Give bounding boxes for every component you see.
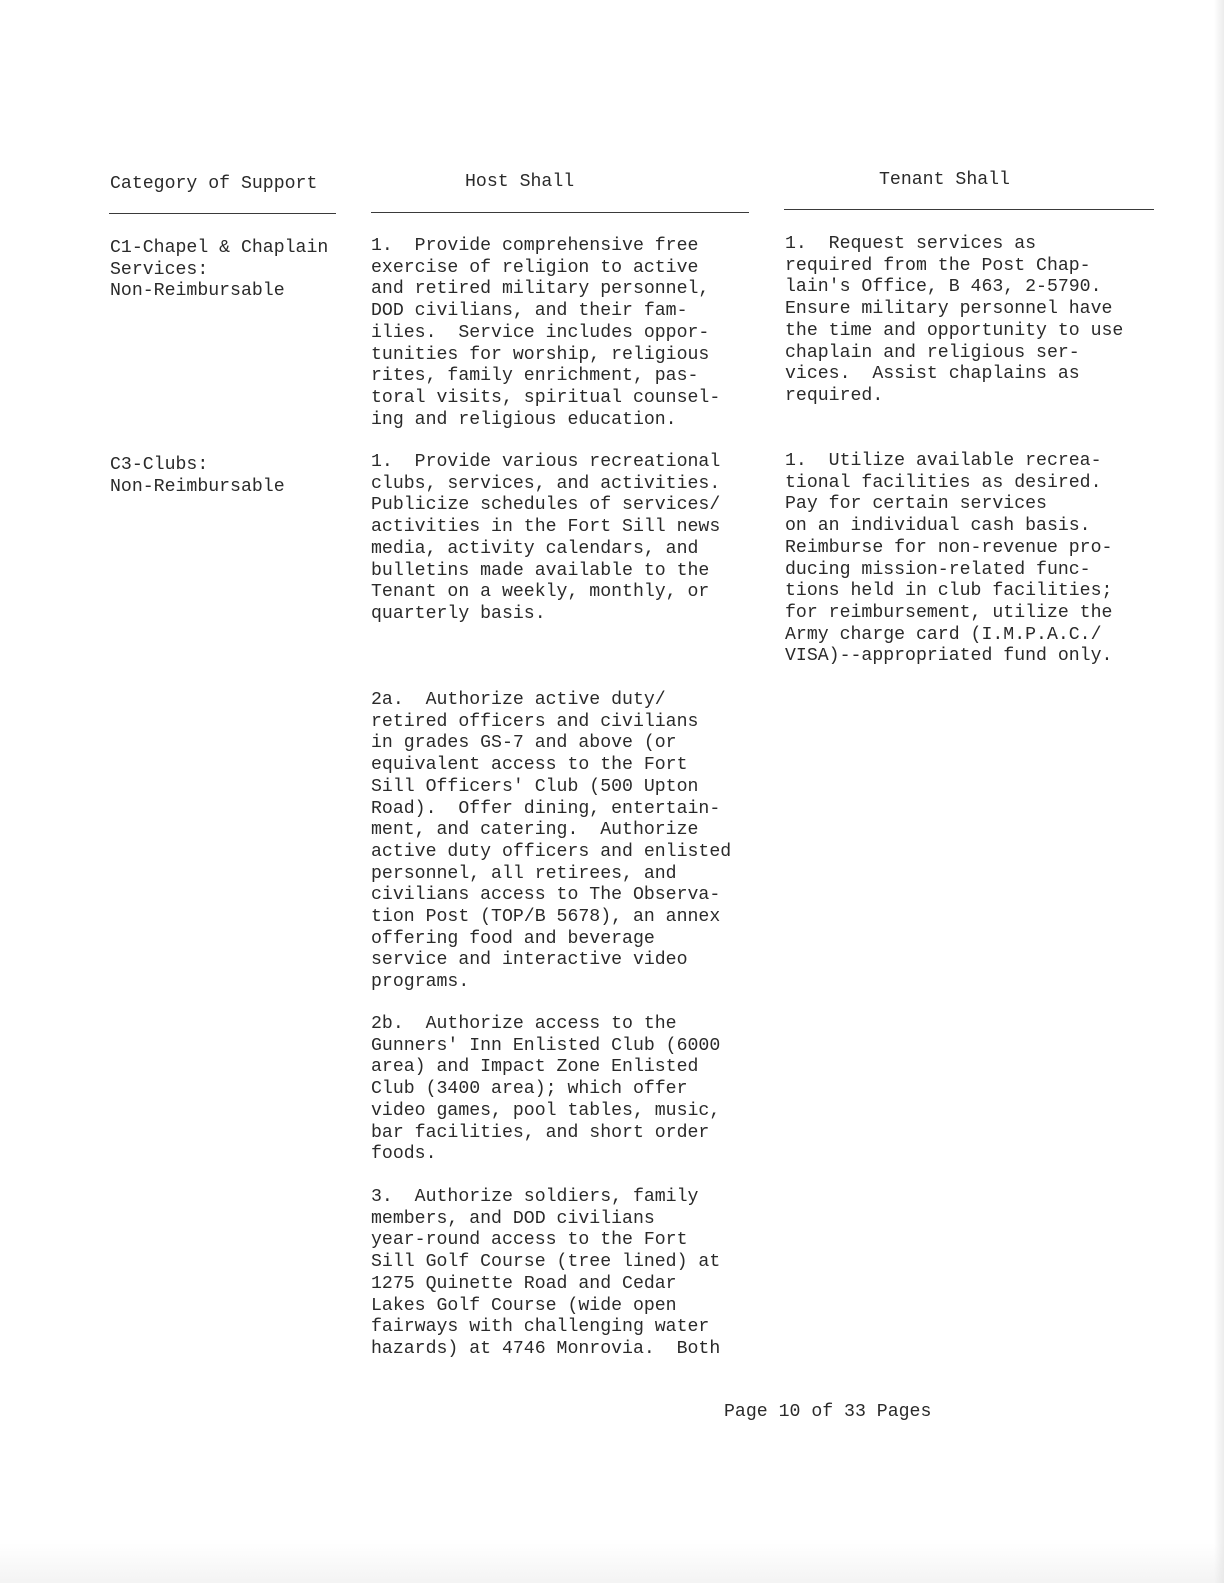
host-clubs-item-3: 3. Authorize soldiers, family members, and DOD civilians year-round access to the Fort Sill Golf Course (tree lined) at 1275 Quinette Road and Cedar Lakes Golf Course (wide open fairways with challenging water hazards) at 4746 Monrovia. Both	[371, 1187, 721, 1359]
category-chapel-chaplain: C1-Chapel & Chaplain Services: Non-Reimbursable	[110, 238, 329, 302]
page-number-footer: Page 10 of 33 Pages	[724, 1402, 932, 1422]
header-rule-host	[371, 212, 749, 213]
host-clubs-item-1: 1. Provide various recreational clubs, services, and activities. Publicize schedules of services/ activities in the Fort Sill news media, activity calendars, and bulletins made available to the Tenant on a weekly, monthly, or quarterly basis.	[371, 452, 721, 624]
header-rule-tenant	[784, 209, 1154, 210]
header-host-shall: Host Shall	[465, 172, 575, 192]
tenant-clubs-item-1: 1. Utilize available recrea- tional facilities as desired. Pay for certain services on an individual cash basis. Reimburse for non-revenue pro- ducing mission-related func- tions held in club facilities; for reimbursement, utilize the Army charge card (I.M.P.A.C./ VISA)--appropriated fund only.	[785, 451, 1113, 667]
header-tenant-shall: Tenant Shall	[879, 170, 1010, 190]
header-rule-category	[109, 213, 336, 214]
scan-right-edge	[1214, 0, 1224, 1583]
header-category-of-support: Category of Support	[110, 174, 318, 194]
tenant-chapel-item-1: 1. Request services as required from the Post Chap- lain's Office, B 463, 2-5790. Ensure military personnel have the time and opportunity to use chaplain and religious ser- vices. Assist chaplains as required.	[785, 234, 1124, 406]
category-clubs: C3-Clubs: Non-Reimbursable	[110, 455, 285, 497]
host-clubs-item-2b: 2b. Authorize access to the Gunners' Inn Enlisted Club (6000 area) and Impact Zone Enlisted Club (3400 area); which offer video games, pool tables, music, bar facilities, and short order foods.	[371, 1014, 721, 1165]
host-clubs-item-2a: 2a. Authorize active duty/ retired officers and civilians in grades GS-7 and above (or equivalent access to the Fort Sill Officers' Club (500 Upton Road). Offer dining, entertain- ment, and catering. Authorize active duty officers and enlisted personnel, all retirees, and civilians access to The Observa- tion Post (TOP/B 5678), an annex offering food and beverage service and interactive video programs.	[371, 690, 732, 993]
host-chapel-item-1: 1. Provide comprehensive free exercise of religion to active and retired military personnel, DOD civilians, and their fam- ilies. Service includes oppor- tunities for worship, religious rites, family enrichment, pas- toral visits, spiritual counsel- ing and religious education.	[371, 236, 721, 430]
scan-bottom-edge	[0, 1543, 1224, 1583]
